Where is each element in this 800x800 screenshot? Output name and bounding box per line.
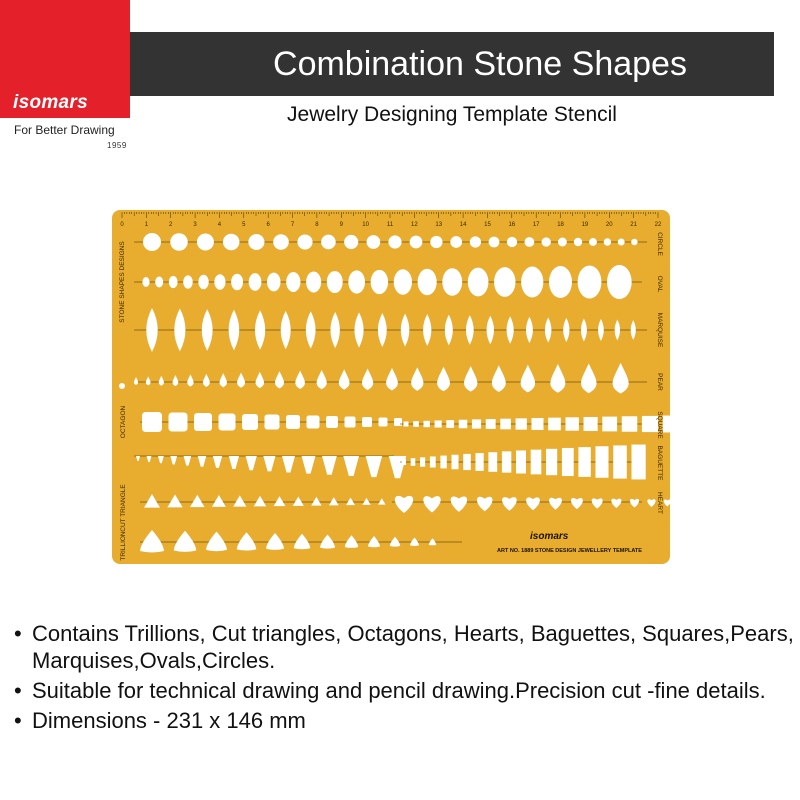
label-cut-triangle: CUT TRIANGLE bbox=[120, 484, 127, 532]
circle-cutout bbox=[143, 233, 161, 251]
label-stone-shapes: STONE SHAPES DESIGNS bbox=[119, 241, 126, 323]
circle-cutout bbox=[197, 233, 214, 250]
ruler-number: 5 bbox=[242, 222, 246, 228]
square-cutout bbox=[566, 417, 579, 430]
baguette-cutout bbox=[546, 449, 557, 475]
feature-item bbox=[14, 620, 794, 674]
baguette-cutout bbox=[531, 450, 542, 475]
oval-cutout bbox=[549, 266, 572, 298]
ruler-number: 10 bbox=[362, 222, 369, 228]
ruler-number: 16 bbox=[508, 222, 516, 228]
octagon-cutout bbox=[142, 412, 162, 432]
circle-cutout bbox=[489, 237, 500, 248]
square-cutout bbox=[622, 416, 638, 432]
square-cutout bbox=[424, 421, 430, 427]
ruler-number: 14 bbox=[459, 222, 467, 228]
square-cutout bbox=[404, 422, 409, 427]
ruler-number: 7 bbox=[290, 222, 295, 228]
octagon-cutout bbox=[194, 413, 212, 431]
square-cutout bbox=[486, 419, 496, 429]
baguette-cutout bbox=[430, 456, 436, 467]
baguette-cutout bbox=[613, 445, 627, 478]
baguette-cutout bbox=[516, 451, 526, 474]
circle-cutout bbox=[273, 234, 289, 250]
oval-cutout bbox=[578, 265, 602, 298]
oval-cutout bbox=[155, 276, 163, 287]
circle-cutout bbox=[631, 239, 637, 245]
ruler-number: 2 bbox=[169, 222, 173, 228]
label-circle: CIRCLE bbox=[656, 232, 663, 256]
octagon-cutout bbox=[379, 418, 388, 427]
stencil-art-no: ART NO. 1889 STONE DESIGN JEWELLERY TEMPLATE bbox=[497, 548, 642, 554]
octagon-cutout bbox=[345, 417, 356, 428]
label-pear: PEAR bbox=[656, 373, 663, 391]
label-baguette: BAGUETTE bbox=[656, 445, 663, 481]
feature-item bbox=[14, 707, 794, 734]
oval-cutout bbox=[183, 275, 193, 288]
octagon-cutout bbox=[219, 414, 236, 431]
baguette-cutout bbox=[502, 451, 511, 472]
baguette-cutout bbox=[402, 459, 406, 465]
oval-cutout bbox=[494, 267, 515, 297]
brand-logo bbox=[0, 0, 130, 118]
oval-cutout bbox=[214, 274, 225, 290]
square-cutout bbox=[584, 417, 598, 431]
stencil-svg bbox=[112, 210, 670, 564]
label-trillion: TRILLION bbox=[120, 531, 127, 561]
feature-text: Dimensions - 231 x 146 mm bbox=[32, 708, 306, 733]
circle-cutout bbox=[524, 237, 534, 247]
oval-cutout bbox=[348, 270, 365, 293]
octagon-cutout bbox=[362, 417, 372, 427]
circle-cutout bbox=[558, 238, 567, 247]
circle-cutout bbox=[450, 236, 462, 248]
square-cutout bbox=[642, 416, 658, 432]
baguette-cutout bbox=[411, 458, 416, 466]
oval-cutout bbox=[521, 267, 543, 298]
ruler-number: 17 bbox=[532, 222, 540, 228]
logo-text: isomars bbox=[13, 92, 88, 113]
circle-cutout bbox=[297, 234, 312, 249]
circle-cutout bbox=[223, 234, 240, 251]
oval-cutout bbox=[231, 274, 243, 291]
square-cutout bbox=[548, 418, 561, 431]
oval-cutout bbox=[249, 273, 262, 291]
ruler-number: 6 bbox=[266, 222, 270, 228]
baguette-cutout bbox=[452, 455, 459, 470]
baguette-cutout bbox=[562, 448, 574, 476]
circle-cutout bbox=[170, 233, 188, 251]
circle-cutout bbox=[344, 235, 358, 249]
page-subtitle: Jewelry Designing Template Stencil bbox=[287, 103, 617, 126]
label-heart: HEART bbox=[656, 492, 663, 514]
oval-cutout bbox=[371, 270, 388, 294]
circle-cutout bbox=[542, 237, 551, 246]
brand-tagline: For Better Drawing bbox=[14, 123, 115, 137]
ruler-number: 19 bbox=[581, 222, 589, 228]
ruler-number: 20 bbox=[605, 222, 613, 228]
circle-cutout bbox=[248, 234, 264, 250]
feature-item bbox=[14, 677, 794, 704]
baguette-cutout bbox=[578, 447, 590, 477]
label-marquise: MARQUISE bbox=[656, 312, 663, 348]
circle-cutout bbox=[574, 238, 582, 246]
page-title: Combination Stone Shapes bbox=[273, 45, 687, 83]
circle-cutout bbox=[470, 236, 481, 247]
stencil-brand: isomars bbox=[530, 531, 569, 542]
square-cutout bbox=[516, 418, 527, 429]
ruler-number: 21 bbox=[630, 222, 637, 228]
square-cutout bbox=[413, 421, 419, 427]
label-oval: OVAL bbox=[656, 275, 663, 293]
ruler-number: 15 bbox=[484, 222, 491, 228]
oval-cutout bbox=[468, 268, 489, 297]
ruler-number: 22 bbox=[654, 222, 662, 228]
feature-list bbox=[14, 620, 794, 737]
oval-cutout bbox=[306, 272, 321, 293]
ruler-number: 12 bbox=[411, 222, 418, 228]
circle-cutout bbox=[321, 235, 336, 250]
ruler-number: 9 bbox=[339, 222, 343, 228]
circle-cutout bbox=[388, 235, 401, 248]
circle-cutout bbox=[430, 236, 442, 248]
stencil-image bbox=[112, 210, 670, 564]
square-cutout bbox=[532, 418, 544, 430]
octagon-cutout bbox=[242, 414, 258, 430]
baguette-cutout bbox=[476, 453, 484, 471]
oval-cutout bbox=[418, 269, 437, 296]
square-cutout bbox=[459, 420, 468, 429]
circle-cutout bbox=[507, 237, 517, 247]
ruler-number: 13 bbox=[435, 222, 443, 228]
oval-cutout bbox=[442, 268, 462, 296]
octagon-cutout bbox=[307, 416, 320, 429]
square-cutout bbox=[472, 419, 481, 428]
pear-cutout bbox=[119, 383, 125, 389]
ruler-number: 0 bbox=[120, 222, 124, 228]
baguette-cutout bbox=[440, 456, 446, 469]
octagon-cutout bbox=[286, 415, 300, 429]
baguette-cutout bbox=[632, 445, 646, 480]
oval-cutout bbox=[286, 272, 300, 292]
circle-cutout bbox=[604, 238, 611, 245]
ruler-number: 1 bbox=[144, 222, 149, 228]
circle-cutout bbox=[367, 235, 381, 249]
oval-cutout bbox=[607, 265, 632, 299]
brand-year: 1959 bbox=[107, 141, 127, 150]
baguette-cutout bbox=[596, 446, 609, 478]
ruler-number: 8 bbox=[315, 222, 319, 228]
baguette-cutout bbox=[463, 454, 471, 470]
oval-cutout bbox=[394, 269, 412, 294]
square-cutout bbox=[602, 417, 617, 432]
circle-cutout bbox=[410, 236, 423, 249]
oval-cutout bbox=[198, 275, 208, 289]
square-cutout bbox=[500, 419, 511, 430]
oval-cutout bbox=[327, 271, 343, 293]
circle-cutout bbox=[618, 239, 625, 246]
square-cutout bbox=[435, 420, 442, 427]
ruler-number: 18 bbox=[557, 222, 564, 228]
octagon-cutout bbox=[326, 416, 338, 428]
baguette-cutout bbox=[420, 457, 425, 466]
baguette-cutout bbox=[488, 452, 497, 472]
label-octagon: OCTAGON bbox=[120, 405, 127, 439]
circle-cutout bbox=[589, 238, 597, 246]
ruler-number: 3 bbox=[193, 222, 197, 228]
oval-cutout bbox=[142, 277, 149, 287]
octagon-cutout bbox=[169, 413, 188, 432]
ruler-number: 11 bbox=[386, 222, 394, 228]
oval-cutout bbox=[169, 276, 178, 288]
feature-text: Suitable for technical drawing and pencil drawing.Precision cut -fine details. bbox=[32, 678, 766, 703]
square-cutout bbox=[446, 420, 454, 428]
oval-cutout bbox=[267, 273, 281, 292]
feature-text: Contains Trillions, Cut triangles, Octagons, Hearts, Baguettes, Squares,Pears, Marquises,Ovals,Circles. bbox=[32, 621, 794, 673]
octagon-cutout bbox=[394, 418, 402, 426]
label-square: SQUARE bbox=[656, 411, 663, 439]
octagon-cutout bbox=[265, 415, 280, 430]
ruler-number: 4 bbox=[217, 222, 222, 228]
title-bar bbox=[130, 32, 774, 96]
